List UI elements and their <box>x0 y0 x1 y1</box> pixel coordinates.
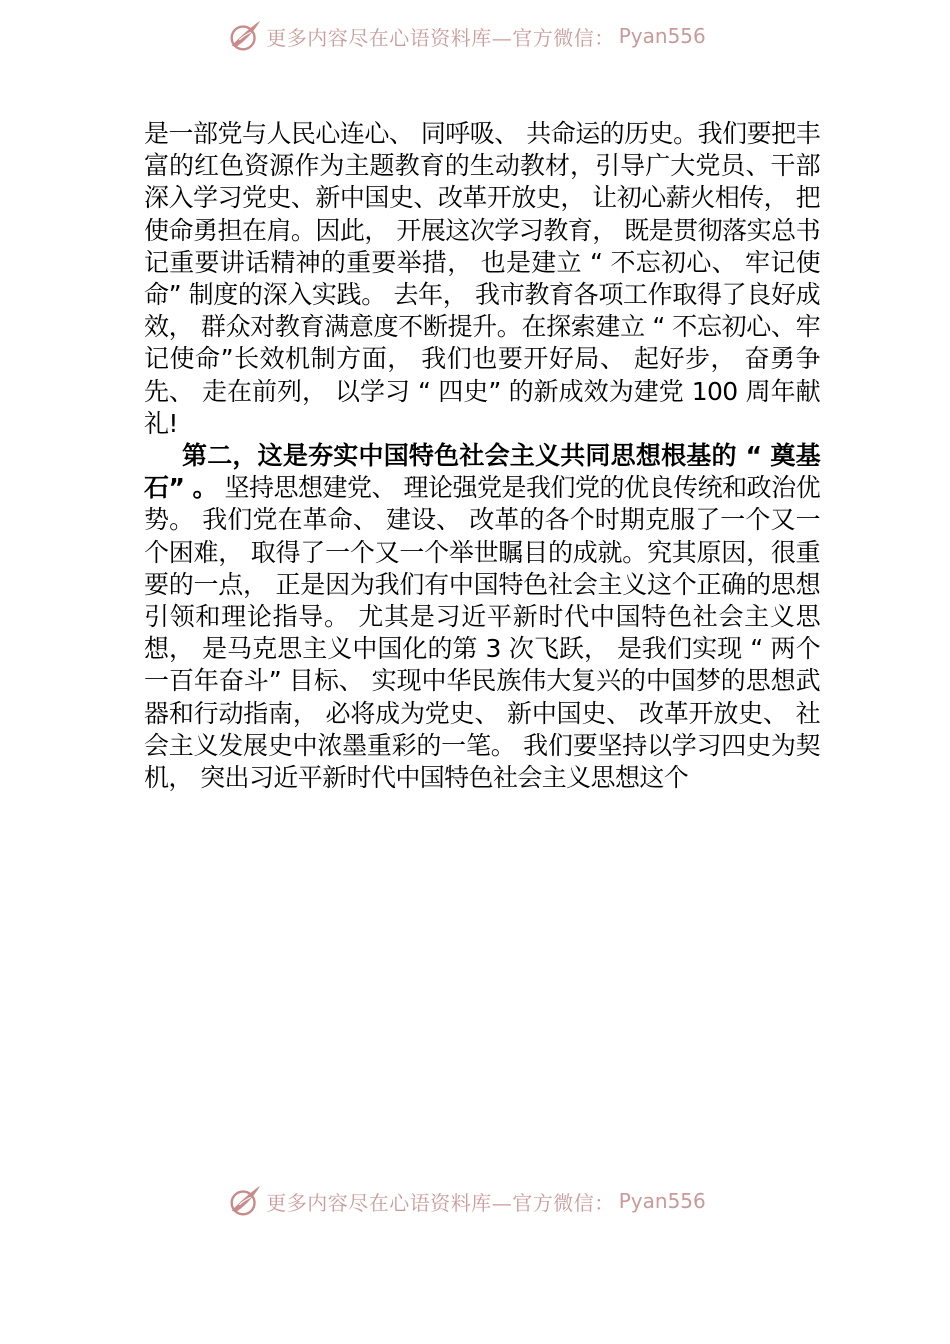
watermark-text: 更多内容尽在心语资料库—官方微信： <box>266 1190 615 1215</box>
paragraph-2 <box>144 440 820 794</box>
paragraph-1: 是一部党与人民心连心、 同呼吸、 共命运的历史。我们要把丰富的红色资源作为主题教育的生动教材，引导广大党员、干部深入学习党史、新中国史、改革开放史， 让初心薪火相传， 把使命勇担在肩。因此， 开展这次学习教育， 既是贯彻落实总书记重要讲话精神的重要举措， 也是建立 “ 不忘初心、 牢记使命” 制度的深入实践。 去年， 我市教育各项工作取得了良好成效， 群众对教育满意度不断提升。在探索建立 “ 不忘初心、牢记使命”长效机制方面， 我们也要开好局、 起好步， 奋勇争先、 走在前列， 以学习 “ 四史” 的新成效为建党 100 周年献礼! <box>144 119 820 438</box>
watermark-wechat-id: Pyan556 <box>618 1189 706 1213</box>
footer-watermark <box>0 1181 950 1221</box>
paragraph-2-text: 坚持思想建党、 理论强党是我们党的优良传统和政治优势。 我们党在革命、 建设、 改革的各个时期克服了一个又一个困难， 取得了一个又一个举世瞩目的成就。究其原因，很重要的一点， 正是因为我们有中国特色社会主义这个正确的思想引领和理论指导。 尤其是习近平新时代中国特色社会主义思想， 是马克思主义中国化的第 3 次飞跃， 是我们实现 “ 两个一百年奋斗” 目标、 实现中华民族伟大复兴的中国梦的思想武器和行动指南， 必将成为党史、 新中国史、 改革开放史、 社会主义发展史中浓墨重彩的一笔。 我们要坚持以学习四史为契机， 突出习近平新时代中国特色社会主义思想这个 <box>144 473 820 793</box>
paragraph-2-heading: 第二，这是夯实中国特色社会主义共同思想根基的 “ 奠基石” 。 <box>144 441 820 503</box>
header-watermark <box>0 16 950 56</box>
quill-logo-icon <box>226 1182 264 1220</box>
document-body <box>144 118 820 794</box>
watermark-text: 更多内容尽在心语资料库—官方微信： <box>266 25 615 50</box>
watermark-wechat-id: Pyan556 <box>618 24 706 48</box>
quill-logo-icon <box>226 17 264 55</box>
